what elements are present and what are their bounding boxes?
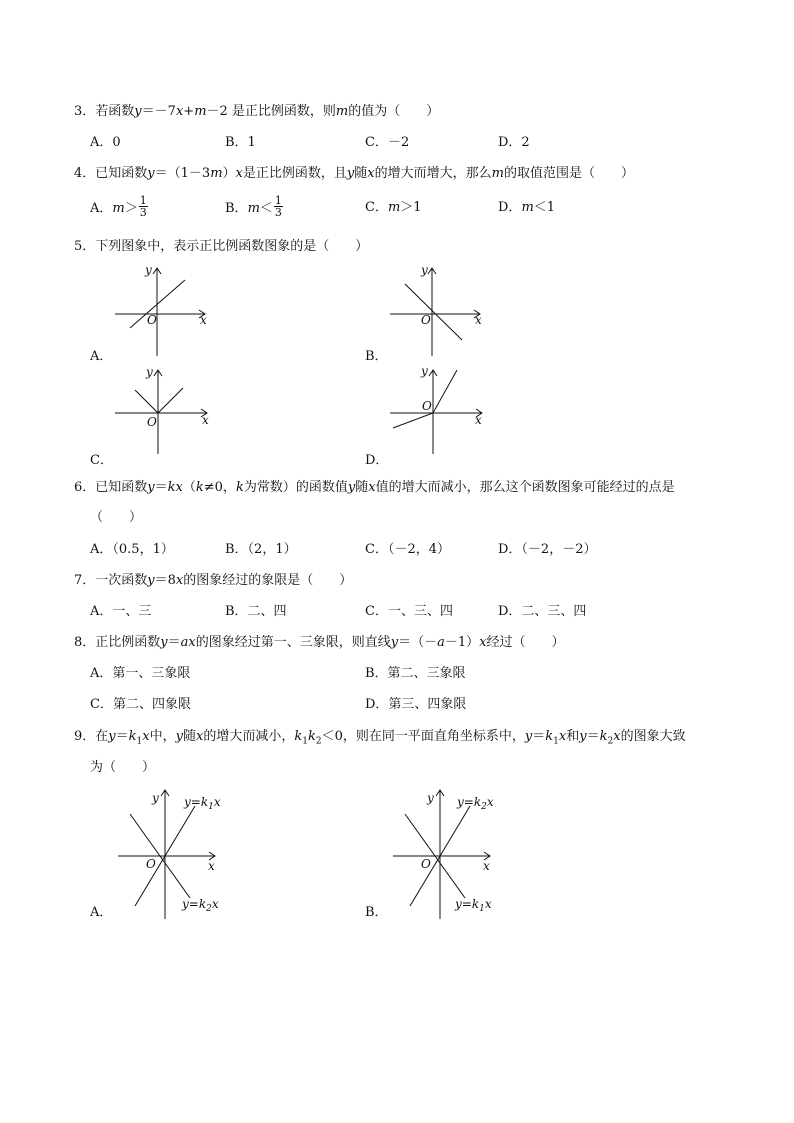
question-9-stem: 9．在$y=k_1x$中，y随x的增大而减小，$k_1k_2<0$，则在同一平面直角坐标系中，$y=k_1x$和$y=k_2x$的图象大致 [74, 729, 686, 747]
question-9-stem-line2: 为（ ） [90, 760, 156, 775]
x-axis-label: x [202, 413, 209, 427]
q5-graph-d [385, 362, 495, 462]
q5-graph-c [110, 362, 220, 462]
label-y-k2x: $y=k_2x$ [182, 897, 219, 914]
q5-graph-a [110, 258, 220, 358]
question-5-stem: 5．下列图象中，表示正比例函数图象的是（ ） [74, 239, 369, 254]
q9-graph-b [385, 784, 525, 924]
q8-option-d: D．第三、四象限 [365, 697, 467, 712]
q5-graph-b [385, 258, 495, 358]
q7-option-c: C．一、三、四 [365, 604, 453, 619]
origin-label: O [422, 399, 432, 413]
q4-option-c: C．m＞1 [365, 200, 422, 215]
x-axis-label: x [208, 859, 215, 873]
y-axis-label: y [421, 364, 428, 378]
label-y-k2x: $y=k_2x$ [457, 795, 494, 812]
y-axis-label: y [152, 791, 159, 805]
q4-option-d: D．m＜1 [498, 200, 556, 215]
question-7-stem: 7．一次函数y＝8x的图象经过的象限是（ ） [74, 573, 353, 588]
question-8-stem: 8．正比例函数y＝ax的图象经过第一、三象限，则直线y＝（－a－1）x经过（ ） [74, 635, 565, 650]
x-axis-label: x [200, 313, 207, 327]
origin-label: O [421, 313, 431, 327]
q6-option-c: C．（－2，4） [365, 542, 450, 557]
q7-option-a: A．一、三 [90, 604, 152, 619]
y-axis-label: y [421, 263, 428, 277]
y-axis-label: y [427, 791, 434, 805]
fraction-one-third: $\frac{1}{3}$ [139, 194, 147, 219]
question-6-stem: 6．已知函数y＝kx（k≠0，k为常数）的函数值y随x值的增大而减小，那么这个函数图象可能经过的点是 [74, 480, 675, 495]
q8-option-a: A．第一、三象限 [90, 666, 191, 681]
label-y-k1x: $y=k_1x$ [455, 897, 492, 914]
q8-option-c: C．第二、四象限 [90, 697, 191, 712]
q8-option-b: B．第二、三象限 [365, 666, 466, 681]
question-6-stem-line2: （ ） [90, 510, 143, 525]
q5-label-d: D． [365, 453, 389, 468]
q9-label-a: A． [90, 905, 113, 920]
origin-label: O [147, 415, 157, 429]
x-axis-label: x [475, 413, 482, 427]
q3-option-c: C．－2 [365, 135, 410, 150]
x-axis-label: x [475, 313, 482, 327]
origin-label: O [146, 857, 156, 871]
graph-line [405, 284, 462, 340]
graph-line [135, 388, 183, 413]
q3-option-a: A．0 [90, 135, 121, 150]
q9-graph-a [110, 784, 250, 924]
question-3-stem: 3．若函数y＝－7x+m－2 是正比例函数，则m的值为（ ） [74, 104, 440, 119]
origin-label: O [421, 857, 431, 871]
q5-label-c: C． [90, 453, 113, 468]
q7-option-b: B．二、四 [225, 604, 287, 619]
q6-option-d: D．（－2，－2） [498, 542, 597, 557]
fraction-one-third: $\frac{1}{3}$ [274, 194, 282, 219]
q6-option-b: B．（2，1） [225, 542, 297, 557]
q9-label-b: B． [365, 905, 388, 920]
q4-option-a: A．m＞ $\frac{1}{3}$ [90, 194, 147, 219]
label-y-k1x: $y=k_1x$ [184, 795, 221, 812]
y-axis-label: y [146, 365, 153, 379]
q7-option-d: D．二、三、四 [498, 604, 587, 619]
question-4-stem: 4．已知函数y＝（1－3m）x是正比例函数，且y随x的增大而增大，那么m的取值范围是（ ） [74, 166, 634, 181]
q3-option-b: B．1 [225, 135, 256, 150]
origin-label: O [147, 313, 157, 327]
y-axis-label: y [145, 263, 152, 277]
q6-option-a: A．（0.5，1） [90, 542, 174, 557]
q5-label-a: A． [90, 349, 113, 364]
q5-label-b: B． [365, 349, 388, 364]
q3-option-d: D．2 [498, 135, 530, 150]
q4-option-b: B．m＜ $\frac{1}{3}$ [225, 194, 282, 219]
x-axis-label: x [483, 859, 490, 873]
